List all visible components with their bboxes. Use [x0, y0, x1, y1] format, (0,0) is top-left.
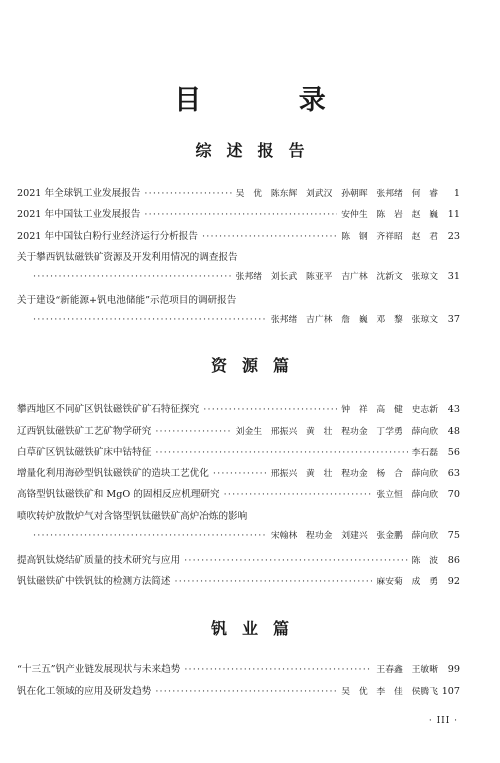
leader-dots [203, 403, 337, 417]
entry-title: 关于建设“新能源+钒电池储能”示范项目的调研报告 [17, 295, 237, 306]
entry-authors: 吴 优 李 佳 侯腾飞 [341, 687, 438, 697]
entry-page: 92 [447, 576, 460, 587]
leader-dots [184, 554, 408, 568]
toc-entry[interactable] [17, 467, 460, 481]
entry-authors: 邢振兴 黄 壮 程功金 杨 合 薛向欣 [270, 469, 438, 479]
entry-title: 提高钒钛烧结矿质量的技术研究与应用 [17, 555, 181, 566]
entry-page: 63 [447, 468, 460, 479]
leader-dots [155, 425, 231, 439]
entry-authors: 钟 祥 高 健 史志新 [341, 405, 438, 415]
toc-entry[interactable] [17, 446, 460, 460]
leader-dots [184, 663, 372, 677]
entry-title: 2021 年中国钛工业发展报告 [17, 209, 141, 220]
entry-title: 钒钛磁铁矿中铁钒钛的检测方法简述 [17, 576, 171, 587]
leader-dots [144, 208, 337, 222]
entry-authors: 麻安菊 成 勇 [376, 577, 438, 587]
page-number: · III · [428, 716, 458, 726]
entry-title: 喷吹转炉放散炉气对含铬型钒钛磁铁矿高炉冶炼的影响 [17, 511, 248, 522]
leader-dots [33, 270, 232, 284]
toc-entry[interactable] [17, 187, 460, 201]
entry-page: 43 [447, 404, 460, 415]
entry-page: 23 [447, 231, 460, 242]
entry-authors: 张邦绪 刘长武 陈亚平 吉广林 沈新文 张琼文 [235, 272, 438, 282]
leader-dots [224, 488, 373, 502]
entry-title: “十三五”钒产业链发展现状与未来趋势 [17, 664, 181, 675]
entry-page: 1 [453, 188, 460, 199]
toc-entry[interactable] [17, 554, 460, 568]
entry-authors: 王春鑫 王敏晰 [376, 665, 438, 675]
entry-page: 56 [447, 447, 460, 458]
page-title: 目 录 [174, 85, 370, 116]
toc-entry[interactable] [17, 488, 460, 502]
entry-title: 钒在化工领域的应用及研发趋势 [17, 686, 152, 697]
entry-title: 高铬型钒钛磁铁矿和 MgO 的固相反应机理研究 [17, 489, 220, 500]
entry-page: 70 [447, 489, 460, 500]
leader-dots [175, 575, 373, 589]
entry-page: 11 [447, 209, 460, 220]
toc-entry[interactable] [17, 208, 460, 222]
entry-title: 攀西地区不同矿区钒钛磁铁矿矿石特征探究 [17, 404, 200, 415]
leader-dots [155, 446, 407, 460]
toc-entry[interactable] [17, 251, 460, 284]
entry-page: 48 [447, 426, 460, 437]
entry-page: 37 [447, 314, 460, 325]
entry-authors: 陈 钢 齐祥昭 赵 君 [341, 232, 438, 242]
entry-authors: 陈 波 [411, 556, 438, 566]
entry-title: 关于攀西钒钛磁铁矿资源及开发利用情况的调查报告 [17, 252, 238, 263]
leader-dots [33, 313, 267, 327]
entry-title: 辽西钒钛磁铁矿工艺矿物学研究 [17, 426, 152, 437]
leader-dots [33, 529, 267, 543]
leader-dots [144, 187, 231, 201]
entry-page: 99 [447, 664, 460, 675]
toc-entry[interactable] [17, 510, 460, 543]
entry-authors: 宋翰林 程功金 刘建兴 张金鹏 薛向欣 [270, 531, 438, 541]
section-title-review: 综述报告 [195, 141, 320, 160]
entry-title: 白草矿区钒钛磁铁矿床中钴特征 [17, 447, 152, 458]
entry-authors: 刘金生 邢振兴 黄 壮 程功金 丁学勇 薛向欣 [235, 427, 438, 437]
entry-title: 2021 年全球钒工业发展报告 [17, 188, 141, 199]
entry-authors: 张立恒 薛向欣 [376, 490, 438, 500]
section-title-resources: 资源篇 [210, 356, 304, 375]
leader-dots [202, 230, 337, 244]
entry-title: 增量化利用海砂型钒钛磁铁矿的造块工艺优化 [17, 468, 209, 479]
entry-authors: 安仲生 陈 岩 赵 巍 [341, 210, 438, 220]
toc-entry[interactable] [17, 294, 460, 327]
toc-entry[interactable] [17, 685, 460, 699]
toc-entry[interactable] [17, 403, 460, 417]
entry-authors: 李石磊 [411, 448, 438, 458]
toc-entry[interactable] [17, 663, 460, 677]
toc-entry[interactable] [17, 230, 460, 244]
entry-title: 2021 年中国钛白粉行业经济运行分析报告 [17, 231, 198, 242]
toc-entry[interactable] [17, 575, 460, 589]
leader-dots [155, 685, 337, 699]
entry-authors: 吴 优 陈东辉 刘武汉 孙朝晖 张邦绪 何 睿 [235, 189, 438, 199]
entry-page: 31 [447, 271, 460, 282]
entry-page: 107 [441, 686, 460, 697]
entry-page: 75 [447, 530, 460, 541]
toc-entry[interactable] [17, 425, 460, 439]
entry-page: 86 [447, 555, 460, 566]
section-title-vanadium: 钒业篇 [210, 619, 304, 638]
entry-authors: 张邦绪 吉广林 詹 巍 邓 黎 张琼文 [270, 315, 438, 325]
leader-dots [213, 467, 267, 481]
